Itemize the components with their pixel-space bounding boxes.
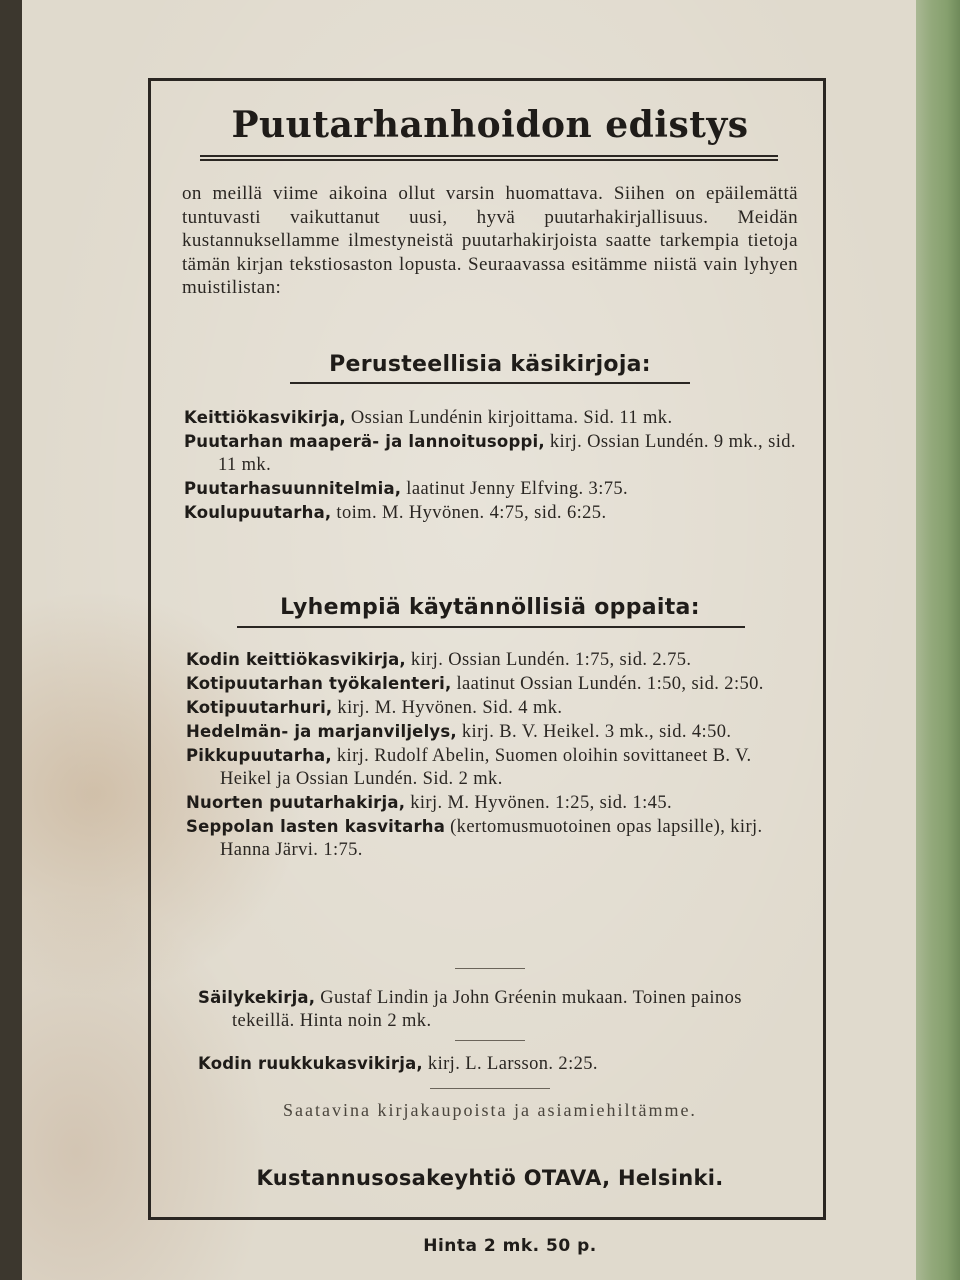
guides-list [186,648,798,862]
book-title: Puutarhasuunnitelmia, [184,479,402,498]
book-title: Hedelmän- ja marjanviljelys, [186,722,457,741]
book-details: Ossian Lundénin kirjoittama. Sid. 11 mk. [345,408,673,428]
price-line: Hinta 2 mk. 50 p. [423,1236,597,1256]
section-rule-handbooks [290,382,690,384]
book-details: kirj. L. Larsson. 2:25. [422,1054,598,1074]
short-divider [455,968,525,969]
book-details: kirj. Rudolf Abelin, Suomen oloihin sovittaneet B. V. Heikel ja Ossian Lundén. Sid. 2 mk. [220,746,752,789]
book-title: Koulupuutarha, [184,503,332,522]
book-details: kirj. M. Hyvönen. Sid. 4 mk. [332,698,563,718]
handbooks-list [184,406,796,525]
book-entry [186,720,798,744]
book-entry [186,648,798,672]
book-title: Pikkupuutarha, [186,746,332,765]
section-title-guides: Lyhempiä käytännöllisiä oppaita: [280,595,700,620]
book-details: kirj. Ossian Lundén. 9 mk., sid. 11 mk. [218,432,796,475]
book-title: Nuorten puutarhakirja, [186,793,406,812]
extra-book-entry-2 [198,1052,794,1076]
book-entry [198,1052,794,1076]
book-details: laatinut Ossian Lundén. 1:50, sid. 2:50. [451,674,764,694]
book-entry [198,986,794,1033]
book-details: laatinut Jenny Elfving. 3:75. [401,479,629,499]
book-details: (kertomusmuotoinen opas lapsille), kirj. Hanna Järvi. 1:75. [220,817,763,860]
short-divider [455,1040,525,1041]
book-spine [916,0,960,1280]
book-details: kirj. B. V. Heikel. 3 mk., sid. 4:50. [456,722,732,742]
book-title: Keittiökasvikirja, [184,408,346,427]
section-rule-guides [237,626,745,628]
book-details: kirj. Ossian Lundén. 1:75, sid. 2.75. [405,650,692,670]
book-entry [186,672,798,696]
extra-book-entry-1 [198,986,794,1033]
book-details: kirj. M. Hyvönen. 1:25, sid. 1:45. [405,793,673,813]
publisher-line: Kustannusosakeyhtiö OTAVA, Helsinki. [256,1166,724,1190]
book-title: Seppolan lasten kasvitarha [186,817,446,836]
book-title: Kotipuutarhuri, [186,698,333,717]
book-title: Kodin ruukkukasvikirja, [198,1054,423,1073]
book-details: Gustaf Lindin ja John Gréenin mukaan. Toinen painos tekeillä. Hinta noin 2 mk. [232,988,742,1031]
book-entry [184,477,796,501]
intro-paragraph: on meillä viime aikoina ollut varsin huomattava. Siihen on epäilemättä tuntuvasti vaikuttanut uusi, hyvä puutarhakirjallisuus. Meidän kustannuksellamme ilmestyneistä puutarhakirjoista saatte tarkempia tietoja tämän kirjan tekstiosaston lopusta. Seuraavassa esitämme niistä vain lyhyen muistilistan: [182,183,798,298]
book-title: Kodin keittiökasvikirja, [186,650,406,669]
book-entry [186,744,798,791]
book-title: Kotipuutarhan työkalenteri, [186,674,452,693]
book-entry [184,406,796,430]
book-entry [184,430,796,477]
book-entry [186,696,798,720]
short-divider [430,1088,550,1089]
heading-double-rule [200,155,778,161]
book-title: Puutarhan maaperä- ja lannoitusoppi, [184,432,545,451]
book-entry [186,815,798,862]
book-title: Säilykekirja, [198,988,316,1007]
book-details: toim. M. Hyvönen. 4:75, sid. 6:25. [331,503,607,523]
availability-note: Saatavina kirjakaupoista ja asiamiehiltämme. [283,1100,697,1120]
page-heading: Puutarhanhoidon edistys [231,104,749,146]
book-entry [186,791,798,815]
book-entry [184,501,796,525]
section-title-handbooks: Perusteellisia käsikirjoja: [329,352,651,377]
